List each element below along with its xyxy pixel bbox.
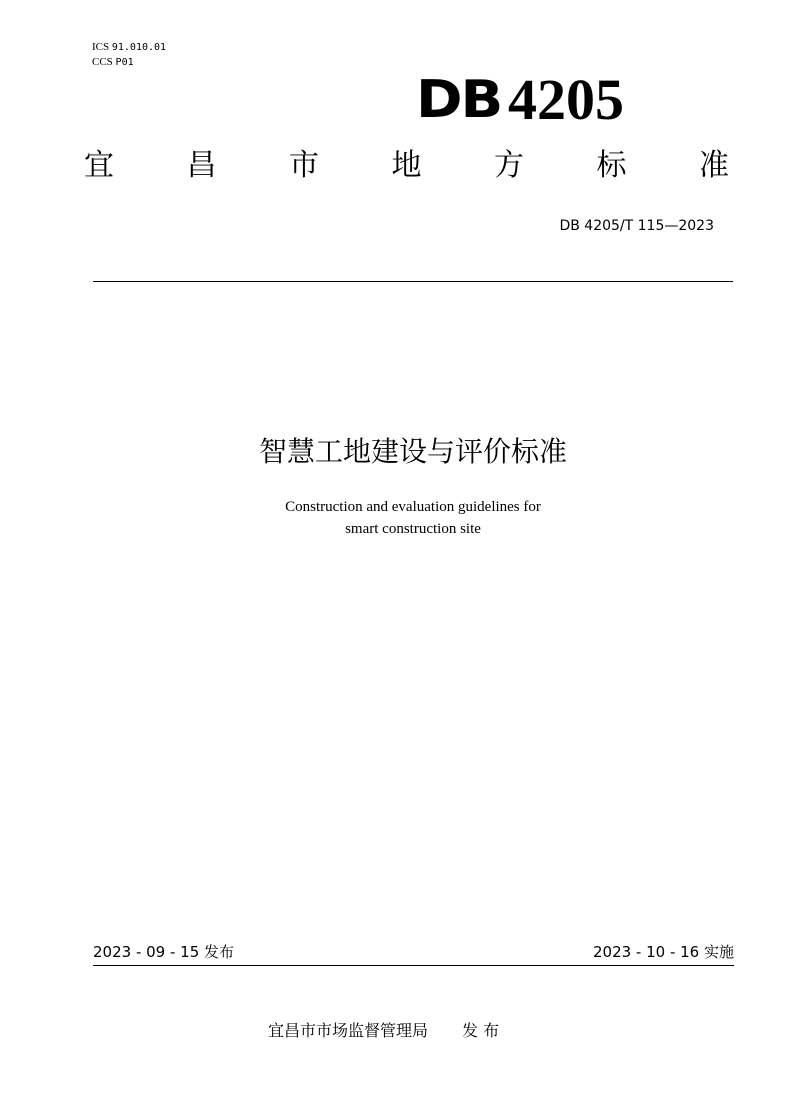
db-logo xyxy=(0,64,790,134)
db-logo-letters: DB xyxy=(416,70,502,130)
standard-number: DB 4205/T 115—2023 xyxy=(559,218,714,234)
standard-type-char: 宜 xyxy=(84,148,114,183)
publication-date: 2023 - 09 - 15 发布 xyxy=(93,943,235,961)
ics-code: 91.010.01 xyxy=(111,42,167,53)
standard-type-char: 准 xyxy=(699,148,729,183)
standard-type-char: 方 xyxy=(494,148,524,183)
ccs-code: P01 xyxy=(115,57,134,68)
document-title-english xyxy=(0,496,790,540)
english-title-line-1: Construction and evaluation guidelines for xyxy=(285,499,541,515)
standard-type-char: 昌 xyxy=(186,148,217,183)
standard-type-char: 地 xyxy=(391,148,422,183)
standard-type-char: 市 xyxy=(289,148,319,183)
standard-type-char: 标 xyxy=(596,148,627,183)
ccs-label: CCS xyxy=(92,56,113,68)
db-logo-region-code: 4205 xyxy=(508,67,624,132)
ics-label: ICS xyxy=(92,41,110,53)
issuing-authority xyxy=(268,1020,499,1042)
bottom-divider xyxy=(93,965,734,966)
top-divider xyxy=(93,281,733,282)
implementation-date: 2023 - 10 - 16 实施 xyxy=(592,943,734,961)
english-title-line-2: smart construction site xyxy=(345,521,481,537)
standard-type-heading xyxy=(84,146,729,186)
document-title-chinese: 智慧工地建设与评价标准 xyxy=(258,435,567,468)
ics-line xyxy=(92,40,166,55)
issuer-action: 发 布 xyxy=(462,1021,500,1040)
issuer-organization: 宜昌市市场监督管理局 xyxy=(268,1021,429,1040)
